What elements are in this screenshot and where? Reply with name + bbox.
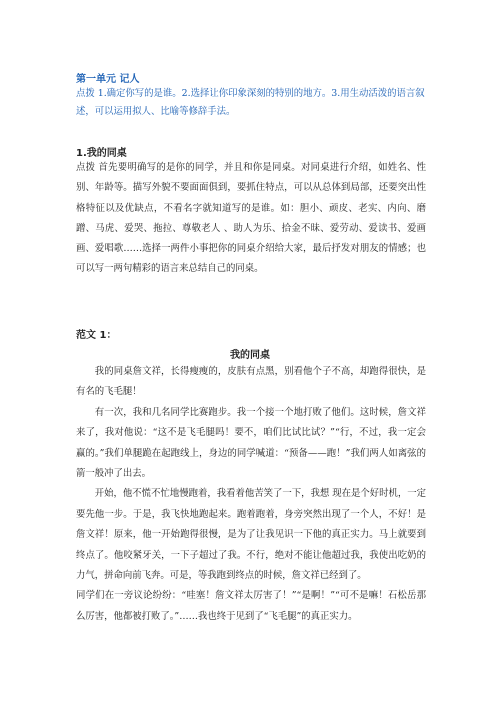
- essay-paragraph: 同学们在一旁议论纷纷：“哇塞！詹文祥太厉害了！”“是啊！”“可不是嘛！石松岳那么厉害，他都被打败了。”……我也终于见到了“飞毛腿”的真正实力。: [76, 590, 426, 622]
- unit-tip: 点拨 1.确定你写的是谁。2.选择让你印象深刻的特别的地方。3.用生动活泼的语言叙述，可以运用拟人、比喻等修辞手法。: [76, 88, 425, 117]
- essay-title: 我的同桌: [230, 350, 270, 361]
- essay-paragraph: 开始，他不慌不忙地慢跑着，我看着他苦笑了一下，我想 现在是个好时机，一定要先他一步。于是，我飞快地跑起来。跑着跑着，身旁突然出现了一个人，不好！是詹文祥！原来，他一开始跑得很慢，是为了让我见识一下他的真正实力。马上就要到终点了。他咬紧牙关，一下子超过了我。不行，绝对不能让他超过我，我使出吃奶的力气，拼命向前飞奔。可是，等我跑到终点的时候，詹文祥已经到了。: [76, 488, 426, 582]
- essay-paragraph: 我的同桌詹文祥，长得瘦瘦的，皮肤有点黑，别看他个子不高，却跑得很快，是有名的飞毛腿！: [76, 366, 426, 398]
- section-title: 1.我的同桌: [76, 148, 127, 159]
- essay-body: [76, 362, 426, 627]
- essay-paragraph: 有一次，我和几名同学比赛跑步。我一个接一个地打败了他们。这时候，詹文祥来了，我对他说：“这不是飞毛腿吗！要不，咱们比试比试？”“行，不过，我一定会赢的。”我们单腿跪在起跑线上，身边的同学喊道：“预备——跑！”我们两人如离弦的箭一般冲了出去。: [76, 406, 426, 480]
- sample-label: 范文 1：: [76, 330, 117, 341]
- section-tip: 点拨 首先要明确写的是你的同学，并且和你是同桌。对同桌进行介绍，如姓名、性别、年龄等。描写外貌不要面面俱到，要抓住特点，可以从总体到局部，还要突出性格特征以及优缺点，不看名字就知道写的是谁。如：胆小、顽皮、老实、内向、磨蹭、马虎、爱哭、拖拉、尊敬老人 、助人为乐、拾金不昧、爱劳动、爱读书、爱画画、爱唱歌……选择一两件小事把你的同桌介绍给大家，最后抒发对朋友的情感；也可以写一两句精彩的语言来总结自己的同桌。: [76, 162, 426, 275]
- unit-title: 第一单元 记人: [76, 74, 140, 85]
